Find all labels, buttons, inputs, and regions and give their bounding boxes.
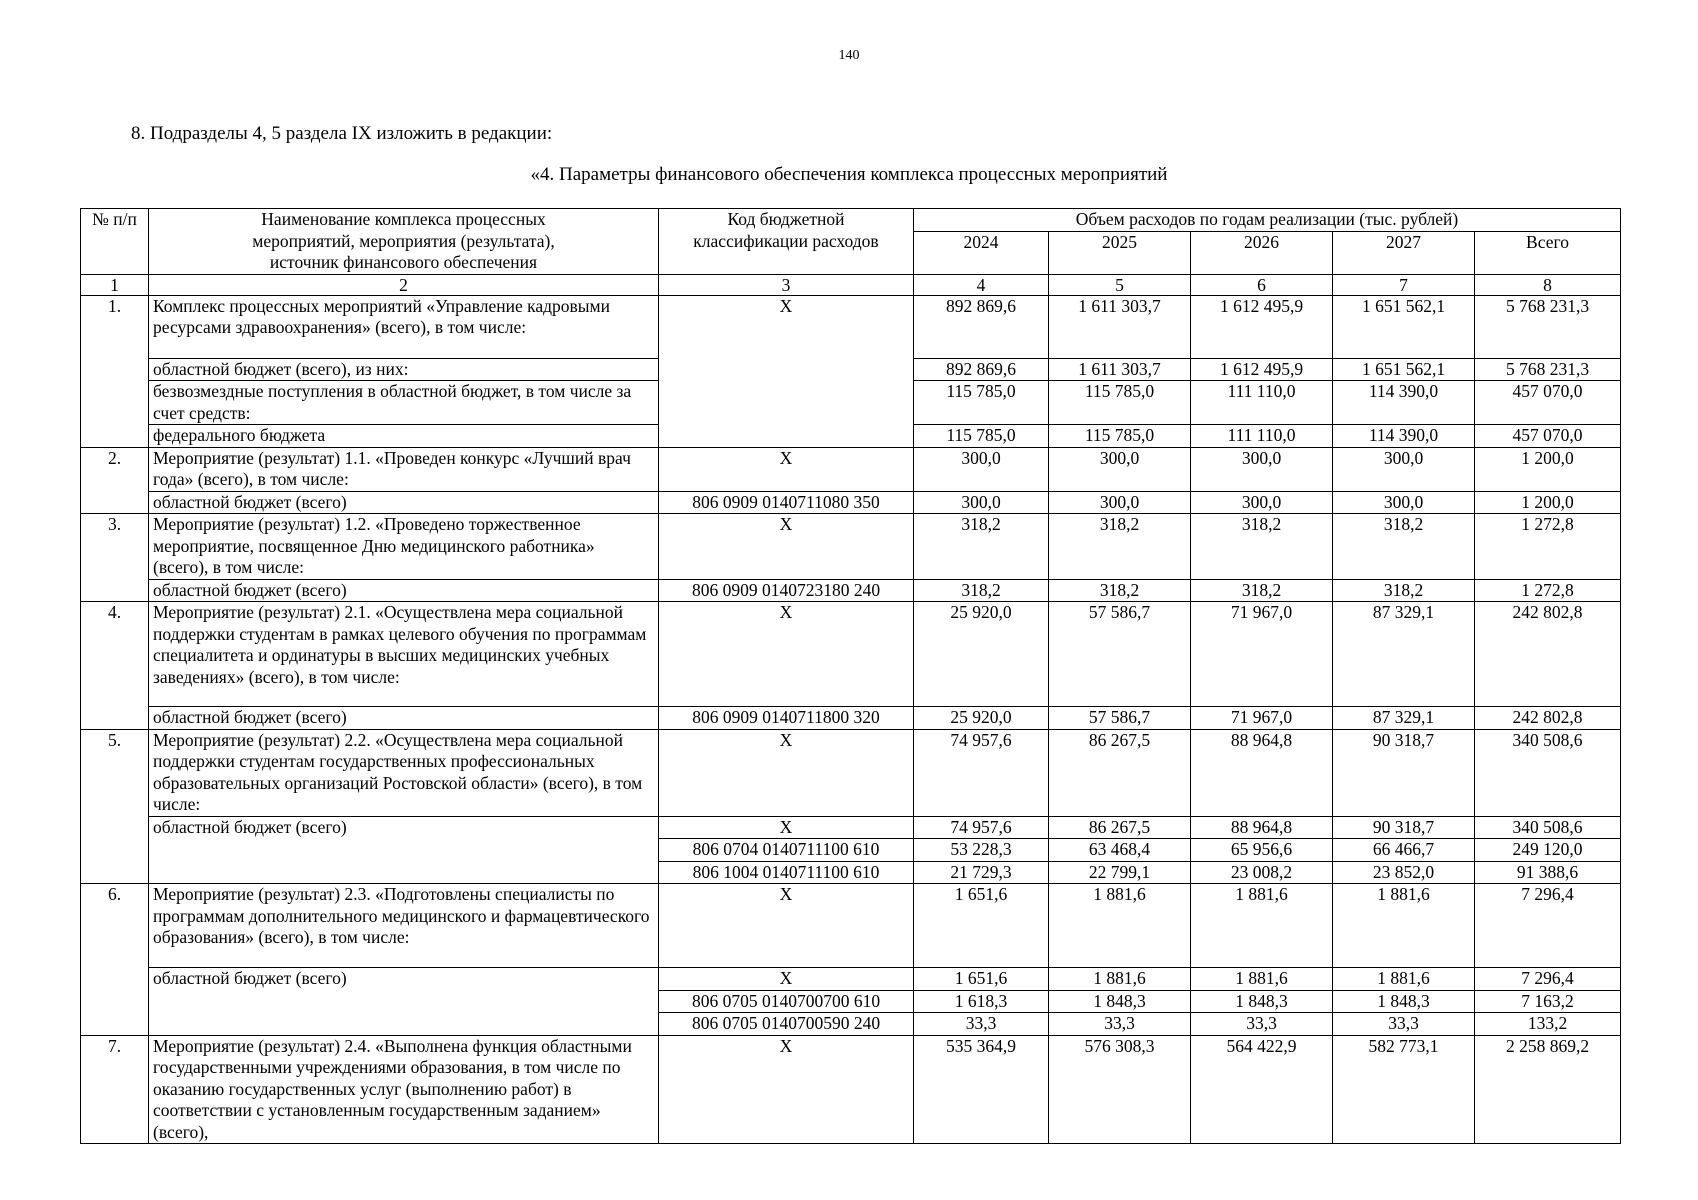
row-value: 71 967,0 — [1191, 707, 1333, 730]
col-num-6: 6 — [1191, 274, 1333, 295]
row-value: 582 773,1 — [1333, 1035, 1475, 1144]
row-value: 300,0 — [1333, 447, 1475, 491]
row-value: 1 651 562,1 — [1333, 358, 1475, 381]
table-row — [81, 447, 1621, 491]
row-total: 7 296,4 — [1475, 884, 1621, 968]
row-code: 806 0909 0140711800 320 — [659, 707, 914, 730]
column-numbers-row — [81, 274, 1621, 295]
row-value: 86 267,5 — [1049, 729, 1191, 816]
row-number: 6. — [81, 884, 149, 1036]
row-code: X — [659, 968, 914, 991]
row-number: 3. — [81, 514, 149, 602]
row-value: 1 881,6 — [1191, 968, 1333, 991]
header-row — [81, 209, 1621, 232]
row-value: 111 110,0 — [1191, 381, 1333, 425]
row-number: 2. — [81, 447, 149, 514]
row-value: 114 390,0 — [1333, 381, 1475, 425]
row-value: 65 956,6 — [1191, 839, 1333, 862]
table-row — [81, 729, 1621, 816]
row-name: Мероприятие (результат) 2.1. «Осуществлена мера социальной поддержки студентам в рамках целевого обучения по программам специалитета и ординатуры в высших медицинских учебных заведениях» (всего), в том числе: — [149, 602, 659, 707]
section-subtitle: «4. Параметры финансового обеспечения комплекса процессных мероприятий — [530, 164, 1168, 185]
row-total: 242 802,8 — [1475, 707, 1621, 730]
col-num-5: 5 — [1049, 274, 1191, 295]
row-value: 66 466,7 — [1333, 839, 1475, 862]
row-total: 5 768 231,3 — [1475, 358, 1621, 381]
row-value: 1 881,6 — [1049, 968, 1191, 991]
row-value: 33,3 — [1191, 1013, 1333, 1036]
row-value: 300,0 — [1191, 447, 1333, 491]
table-row — [81, 491, 1621, 514]
header-year-2024: 2024 — [914, 231, 1049, 274]
row-name: Мероприятие (результат) 2.3. «Подготовлены специалисты по программам дополнительного медицинского и фармацевтического образования» (всего), в том числе: — [149, 884, 659, 968]
row-code: X — [659, 816, 914, 839]
row-name: областной бюджет (всего) — [149, 579, 659, 602]
header-total: Всего — [1475, 231, 1621, 274]
row-name: федерального бюджета — [149, 425, 659, 448]
row-value: 115 785,0 — [1049, 425, 1191, 448]
row-value: 74 957,6 — [914, 729, 1049, 816]
col-num-2: 2 — [149, 274, 659, 295]
row-total: 1 272,8 — [1475, 514, 1621, 580]
col-num-4: 4 — [914, 274, 1049, 295]
col-num-3: 3 — [659, 274, 914, 295]
row-code: 806 1004 0140711100 610 — [659, 861, 914, 884]
header-year-2025: 2025 — [1049, 231, 1191, 274]
row-total: 2 258 869,2 — [1475, 1035, 1621, 1144]
row-value: 86 267,5 — [1049, 816, 1191, 839]
row-name: Мероприятие (результат) 2.2. «Осуществлена мера социальной поддержки студентам государственных профессиональных образовательных организаций Ростовской области» (всего), в том числе: — [149, 729, 659, 816]
row-total: 242 802,8 — [1475, 602, 1621, 707]
row-value: 33,3 — [1333, 1013, 1475, 1036]
row-value: 318,2 — [1333, 514, 1475, 580]
table-row — [81, 816, 1621, 839]
row-value: 71 967,0 — [1191, 602, 1333, 707]
row-value: 892 869,6 — [914, 358, 1049, 381]
table-row — [81, 514, 1621, 580]
row-value: 1 611 303,7 — [1049, 358, 1191, 381]
row-value: 1 848,3 — [1049, 990, 1191, 1013]
row-code: 806 0909 0140723180 240 — [659, 579, 914, 602]
row-value: 300,0 — [1333, 491, 1475, 514]
row-value: 318,2 — [914, 579, 1049, 602]
row-value: 22 799,1 — [1049, 861, 1191, 884]
row-total: 340 508,6 — [1475, 729, 1621, 816]
row-value: 318,2 — [1333, 579, 1475, 602]
row-name: областной бюджет (всего), из них: — [149, 358, 659, 381]
row-code: X — [659, 884, 914, 968]
row-value: 115 785,0 — [914, 381, 1049, 425]
header-name: Наименование комплекса процессных мероприятий, мероприятия (результата), источник финансового обеспечения — [149, 209, 659, 275]
row-value: 1 612 495,9 — [1191, 358, 1333, 381]
row-number: 7. — [81, 1035, 149, 1144]
row-value: 1 881,6 — [1333, 968, 1475, 991]
row-total: 7 296,4 — [1475, 968, 1621, 991]
row-value: 1 611 303,7 — [1049, 295, 1191, 358]
row-value: 576 308,3 — [1049, 1035, 1191, 1144]
row-name: областной бюджет (всего) — [149, 816, 659, 884]
row-value: 1 848,3 — [1191, 990, 1333, 1013]
row-value: 115 785,0 — [1049, 381, 1191, 425]
row-value: 111 110,0 — [1191, 425, 1333, 448]
table-row — [81, 295, 1621, 358]
row-number: 1. — [81, 295, 149, 447]
row-number: 5. — [81, 729, 149, 884]
row-total: 5 768 231,3 — [1475, 295, 1621, 358]
row-number: 4. — [81, 602, 149, 730]
col-num-8: 8 — [1475, 274, 1621, 295]
row-value: 33,3 — [1049, 1013, 1191, 1036]
row-code: X — [659, 1035, 914, 1144]
row-value: 23 008,2 — [1191, 861, 1333, 884]
row-name: областной бюджет (всего) — [149, 491, 659, 514]
table-row — [81, 968, 1621, 991]
row-value: 57 586,7 — [1049, 602, 1191, 707]
row-total: 249 120,0 — [1475, 839, 1621, 862]
row-value: 318,2 — [1191, 514, 1333, 580]
row-total: 457 070,0 — [1475, 381, 1621, 425]
row-value: 1 651,6 — [914, 884, 1049, 968]
row-value: 1 618,3 — [914, 990, 1049, 1013]
row-value: 115 785,0 — [914, 425, 1049, 448]
row-code: X — [659, 514, 914, 580]
row-total: 1 200,0 — [1475, 447, 1621, 491]
row-value: 1 881,6 — [1049, 884, 1191, 968]
row-value: 63 468,4 — [1049, 839, 1191, 862]
row-code: 806 0909 0140711080 350 — [659, 491, 914, 514]
row-total: 340 508,6 — [1475, 816, 1621, 839]
row-code: 806 0705 0140700700 610 — [659, 990, 914, 1013]
row-value: 1 848,3 — [1333, 990, 1475, 1013]
row-total: 133,2 — [1475, 1013, 1621, 1036]
row-code: X — [659, 602, 914, 707]
table-row — [81, 579, 1621, 602]
row-value: 535 364,9 — [914, 1035, 1049, 1144]
row-value: 318,2 — [1049, 579, 1191, 602]
header-volume: Объем расходов по годам реализации (тыс. рублей) — [914, 209, 1621, 232]
row-name: безвозмездные поступления в областной бюджет, в том числе за счет средств: — [149, 381, 659, 425]
header-year-2027: 2027 — [1333, 231, 1475, 274]
row-name: Мероприятие (результат) 2.4. «Выполнена функция областными государственными учреждениями образования, в том числе по оказанию государственных услуг (выполнению работ) в соответствии с установленным государственным заданием» (всего), — [149, 1035, 659, 1144]
header-year-2026: 2026 — [1191, 231, 1333, 274]
header-code: Код бюджетной классификации расходов — [659, 209, 914, 275]
row-total: 91 388,6 — [1475, 861, 1621, 884]
row-value: 53 228,3 — [914, 839, 1049, 862]
table-row — [81, 602, 1621, 707]
row-value: 90 318,7 — [1333, 816, 1475, 839]
row-name: Комплекс процессных мероприятий «Управление кадровыми ресурсами здравоохранения» (всего), в том числе: — [149, 295, 659, 358]
row-value: 1 651 562,1 — [1333, 295, 1475, 358]
row-name: областной бюджет (всего) — [149, 968, 659, 1036]
row-value: 1 881,6 — [1333, 884, 1475, 968]
row-value: 87 329,1 — [1333, 707, 1475, 730]
row-value: 25 920,0 — [914, 602, 1049, 707]
financing-table — [80, 208, 1621, 1144]
row-total: 1 272,8 — [1475, 579, 1621, 602]
row-value: 23 852,0 — [1333, 861, 1475, 884]
col-num-7: 7 — [1333, 274, 1475, 295]
row-value: 300,0 — [1049, 447, 1191, 491]
row-value: 33,3 — [914, 1013, 1049, 1036]
row-value: 1 651,6 — [914, 968, 1049, 991]
row-value: 21 729,3 — [914, 861, 1049, 884]
row-value: 318,2 — [1191, 579, 1333, 602]
row-value: 57 586,7 — [1049, 707, 1191, 730]
row-value: 88 964,8 — [1191, 729, 1333, 816]
page-number: 140 — [838, 48, 860, 63]
row-value: 300,0 — [1049, 491, 1191, 514]
row-value: 318,2 — [1049, 514, 1191, 580]
row-value: 1 612 495,9 — [1191, 295, 1333, 358]
table-row — [81, 1035, 1621, 1144]
row-code: X — [659, 447, 914, 491]
row-name: Мероприятие (результат) 1.1. «Проведен конкурс «Лучший врач года» (всего), в том числе: — [149, 447, 659, 491]
row-value: 74 957,6 — [914, 816, 1049, 839]
row-total: 1 200,0 — [1475, 491, 1621, 514]
row-value: 318,2 — [914, 514, 1049, 580]
row-value: 300,0 — [1191, 491, 1333, 514]
row-value: 1 881,6 — [1191, 884, 1333, 968]
row-value: 892 869,6 — [914, 295, 1049, 358]
table-row — [81, 884, 1621, 968]
row-name: областной бюджет (всего) — [149, 707, 659, 730]
col-num-1: 1 — [81, 274, 149, 295]
amendment-instruction: 8. Подразделы 4, 5 раздела IX изложить в редакции: — [131, 123, 553, 144]
row-value: 25 920,0 — [914, 707, 1049, 730]
row-value: 300,0 — [914, 491, 1049, 514]
row-code: 806 0705 0140700590 240 — [659, 1013, 914, 1036]
row-name: Мероприятие (результат) 1.2. «Проведено торжественное мероприятие, посвященное Дню медицинского работника» (всего), в том числе: — [149, 514, 659, 580]
table-row — [81, 707, 1621, 730]
row-value: 300,0 — [914, 447, 1049, 491]
row-code: X — [659, 295, 914, 447]
row-code: 806 0704 0140711100 610 — [659, 839, 914, 862]
row-code: X — [659, 729, 914, 816]
row-value: 90 318,7 — [1333, 729, 1475, 816]
header-num: № п/п — [81, 209, 149, 275]
row-value: 88 964,8 — [1191, 816, 1333, 839]
row-value: 87 329,1 — [1333, 602, 1475, 707]
row-value: 564 422,9 — [1191, 1035, 1333, 1144]
row-value: 114 390,0 — [1333, 425, 1475, 448]
row-total: 457 070,0 — [1475, 425, 1621, 448]
row-total: 7 163,2 — [1475, 990, 1621, 1013]
